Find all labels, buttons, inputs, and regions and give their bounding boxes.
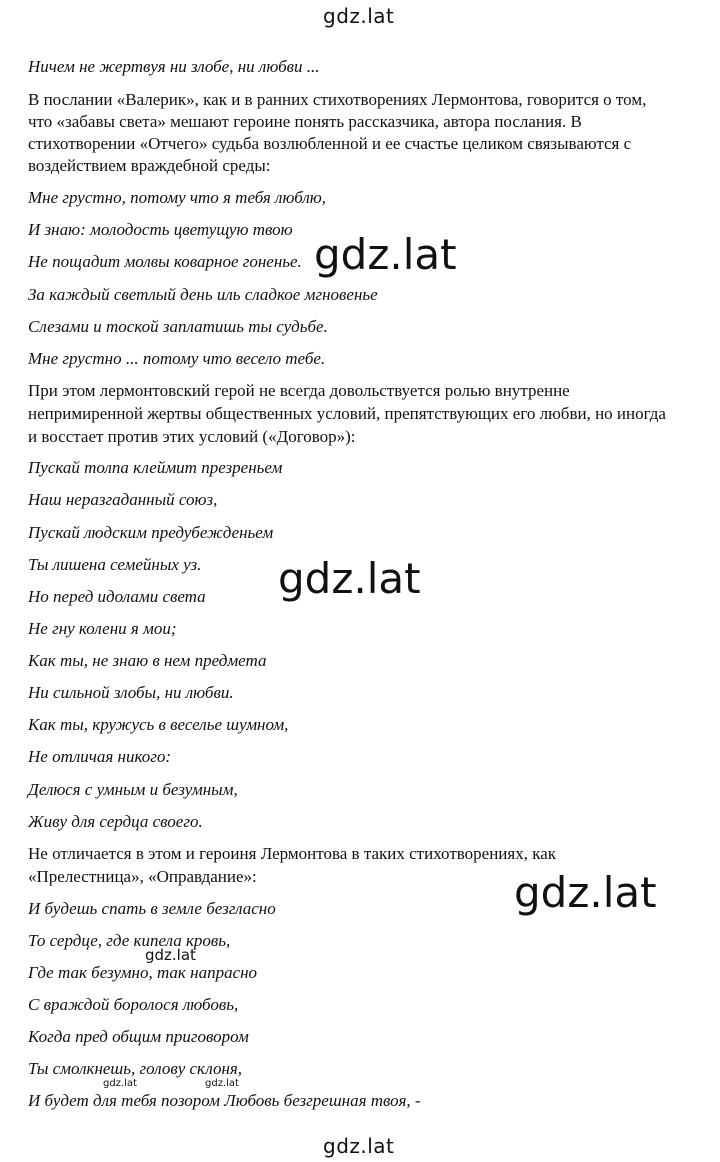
text-line: воздействием враждебной среды: (28, 156, 271, 175)
text-line: и восстает против этих условий («Договор»): (28, 427, 356, 446)
poem-line: Как ты, кружусь в веселье шумном, (28, 715, 289, 734)
poem-line: Не пощадит молвы коварное гоненье. (28, 252, 302, 271)
poem-line: И будешь спать в земле безгласно (28, 899, 276, 918)
poem-line: Пускай толпа клеймит презреньем (28, 458, 283, 477)
text-line: В послании «Валерик», как и в ранних стихотворениях Лермонтова, говорится о том, (28, 90, 647, 109)
poem-line: Пускай людским предубежденьем (28, 523, 274, 542)
poem-line: За каждый светлый день иль сладкое мгновенье (28, 285, 378, 304)
header-watermark: gdz.lat (323, 4, 395, 28)
text-line: стихотворении «Отчего» судьба возлюбленной и ее счастье целиком связываются с (28, 134, 632, 153)
watermark: gdz.lat (514, 868, 657, 917)
watermark: gdz.lat (145, 946, 196, 964)
poem-line: Делюся с умным и безумным, (28, 780, 238, 799)
text-line: Не отличается в этом и героиня Лермонтова в таких стихотворениях, как (28, 844, 557, 863)
watermark: gdz.lat (103, 1078, 137, 1089)
text-line: Ничем не жертвуя ни злобе, ни любви ... (28, 57, 320, 76)
text-line: что «забавы света» мешают героине понять рассказчика, автора послания. В (28, 112, 582, 131)
poem-line: Когда пред общим приговором (28, 1027, 249, 1046)
text-line: При этом лермонтовский герой не всегда довольствуется ролью внутренне (28, 381, 570, 400)
poem-line: Ты смолкнешь, голову склоня, (28, 1059, 243, 1078)
text-line: «Прелестница», «Оправдание»: (28, 867, 257, 886)
poem-line: Но перед идолами света (28, 587, 206, 606)
poem-line: Ни сильной злобы, ни любви. (28, 683, 234, 702)
poem-line: С враждой боролося любовь, (28, 995, 239, 1014)
watermark: gdz.lat (314, 230, 457, 279)
poem-line: Не гну колени я мои; (28, 619, 177, 638)
poem-line: И будет для тебя позором Любовь безгрешная твоя, - (28, 1091, 421, 1110)
poem-line: Не отличая никого: (28, 747, 172, 766)
poem-line: Мне грустно ... потому что весело тебе. (28, 349, 326, 368)
watermark: gdz.lat (278, 554, 421, 603)
poem-line: Наш неразгаданный союз, (28, 490, 218, 509)
footer-watermark: gdz.lat (323, 1134, 395, 1158)
poem-line: Слезами и тоской заплатишь ты судьбе. (28, 317, 328, 336)
poem-line: Ты лишена семейных уз. (28, 555, 202, 574)
poem-line: То сердце, где кипела кровь, (28, 931, 231, 950)
watermark: gdz.lat (205, 1078, 239, 1089)
poem-line: И знаю: молодость цветущую твою (28, 220, 293, 239)
text-line: непримиренной жертвы общественных условий, препятствующих его любви, но иногда (28, 404, 666, 423)
poem-line: Где так безумно, так напрасно (28, 963, 258, 982)
poem-line: Как ты, не знаю в нем предмета (28, 651, 267, 670)
poem-line: Живу для сердца своего. (28, 812, 203, 831)
poem-line: Мне грустно, потому что я тебя люблю, (28, 188, 326, 207)
